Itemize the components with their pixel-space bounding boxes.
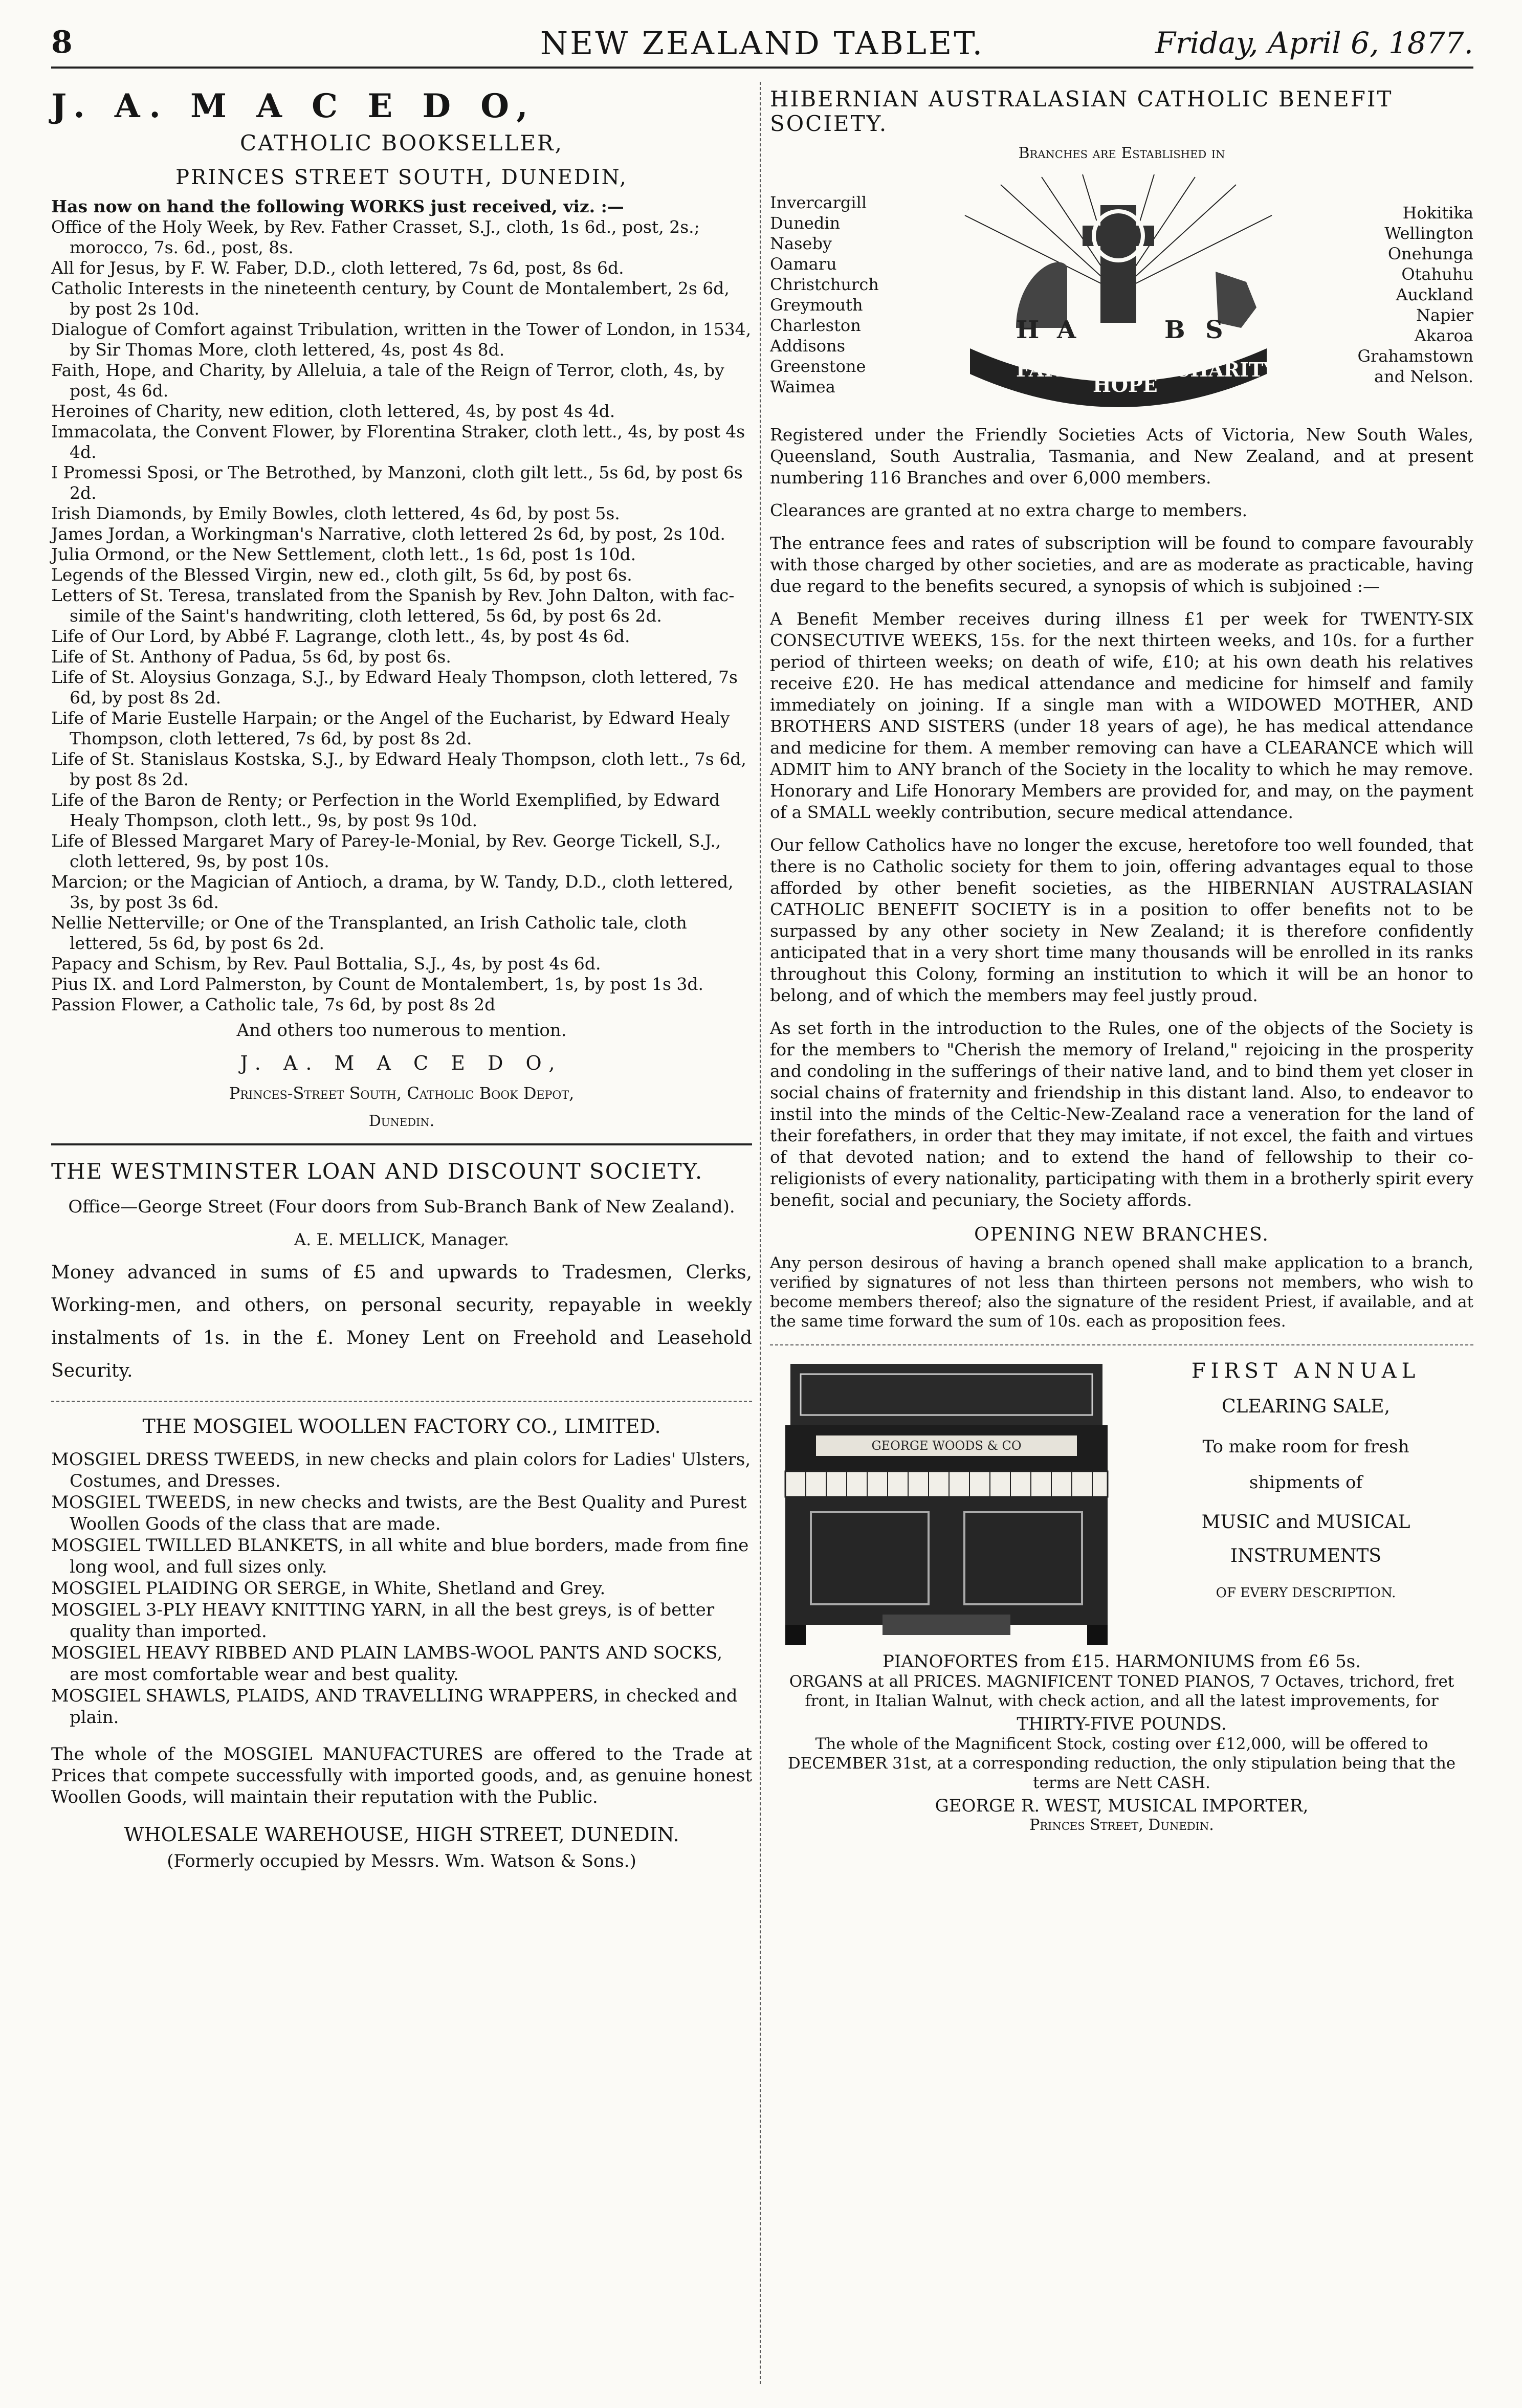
hibernian-paragraph: A Benefit Member receives during illness £1 per week for TWENTY-SIX CONSECUTIVE WEEKS, 15s. for the next thirteen weeks, and 10s. for a further period of thirteen weeks; on death of wife, £10; at his own death his relatives receive £20. He has medical attendance and medicine for himself and family immediately on joining. If a single man with a WIDOWED MOTHER, AND BROTHERS AND SISTERS (under 18 years of age), he has medical attendance and medicine for them. A member removing can have a CLEARANCE which will ADMIT him to ANY branch of the Society in the locality to which he may remove. Honorary and Life Honorary Members are provided for, and may, on the payment of a SMALL weekly contribution, secure medical attendance. xyxy=(770,609,1473,822)
divider xyxy=(51,1143,752,1145)
town: Dunedin xyxy=(770,213,841,233)
music-advert xyxy=(770,1359,1473,1834)
town: Auckland xyxy=(1396,285,1473,304)
towns-left xyxy=(770,192,879,397)
mosgiel-item: MOSGIEL HEAVY RIBBED AND PLAIN LAMBS-WOOL PANTS AND SOCKS, are most comfortable wear and best quality. xyxy=(51,1643,723,1685)
book-item: Letters of St. Teresa, translated from the Spanish by Rev. John Dalton, with fac-simile of the Saint's handwriting, cloth lettered, 5s 6d, by post 6s 2d. xyxy=(51,585,735,626)
book-item: All for Jesus, by F. W. Faber, D.D., cloth lettered, 7s 6d, post, 8s 6d. xyxy=(51,258,624,278)
society-emblem xyxy=(939,174,1297,415)
hibernian-paragraph: Our fellow Catholics have no longer the excuse, heretofore too well founded, that there is no Catholic society for them to join, offering advantages equal to those afforded by other benefit societies, as the HIBERNIAN AUSTRALASIAN CATHOLIC BENEFIT SOCIETY is in a position to offer benefits not to be surpassed by any other society in New Zealand; it is therefore confidently anticipated that in a very short time many thousands will be enrolled in its ranks throughout this Colony, forming an institution to which it will be an honor to belong, and of which the members may feel justly proud. xyxy=(770,835,1473,1005)
town: Onehunga xyxy=(1387,244,1473,263)
hibernian-advert xyxy=(770,87,1473,1331)
town: Waimea xyxy=(770,377,835,396)
sale-line: shipments of xyxy=(1249,1472,1363,1493)
macedo-intro: Has now on hand the following WORKS just received, viz. :— xyxy=(51,196,624,216)
town: Greymouth xyxy=(770,295,863,315)
book-item: Life of St. Anthony of Padua, 5s 6d, by post 6s. xyxy=(51,647,451,667)
hibernian-paragraph: Clearances are granted at no extra charge to members. xyxy=(770,500,1248,520)
macedo-signature: J. A. M A C E D O, xyxy=(240,1052,563,1074)
book-item: Life of Marie Eustelle Harpain; or the Angel of the Eucharist, by Edward Healy Thompson, cloth lettered, 7s 6d, by post 8s 2d. xyxy=(51,708,730,748)
cross-shaft xyxy=(1100,205,1136,323)
music-prices: PIANOFORTES from £15. HARMONIUMS from £6 5s. xyxy=(883,1651,1361,1672)
mosgiel-advert xyxy=(51,1415,752,1871)
macedo-outro: And others too numerous to mention. xyxy=(236,1020,567,1041)
macedo-name: J. A. M A C E D O, xyxy=(51,87,537,125)
westminster-office: Office—George Street (Four doors from Sub-Branch Bank of New Zealand). xyxy=(68,1197,735,1217)
book-item: I Promessi Sposi, or The Betrothed, by Manzoni, cloth gilt lett., 5s 6d, by post 6s 2d. xyxy=(51,462,743,503)
emblem-letter: A xyxy=(1056,316,1076,344)
music-price-line: THIRTY-FIVE POUNDS. xyxy=(1017,1714,1227,1734)
macedo-depot: Princes-Street South, Catholic Book Depot, xyxy=(229,1084,575,1103)
town: Akaroa xyxy=(1414,326,1473,345)
sale-title: FIRST ANNUAL xyxy=(1191,1359,1421,1383)
emblem-word: FAITH xyxy=(1016,358,1086,381)
mosgiel-formerly: (Formerly occupied by Messrs. Wm. Watson & Sons.) xyxy=(167,1851,636,1871)
town: Charleston xyxy=(770,316,861,335)
issue-date: Friday, April 6, 1877. xyxy=(1155,26,1473,60)
book-item: Heroines of Charity, new edition, cloth lettered, 4s, by post 4s 4d. xyxy=(51,401,615,421)
book-item: Catholic Interests in the nineteenth century, by Count de Montalembert, 2s 6d, by post 2s 10d. xyxy=(51,278,730,319)
book-item: Life of St. Stanislaus Kostska, S.J., by Edward Healy Thompson, cloth lett., 7s 6d, by post 8s 2d. xyxy=(51,749,746,789)
book-item: Immacolata, the Convent Flower, by Florentina Straker, cloth lett., 4s, by post 4s 4d. xyxy=(51,422,745,462)
book-item: Legends of the Blessed Virgin, new ed., cloth gilt, 5s 6d, by post 6s. xyxy=(51,565,632,585)
book-item: Life of St. Aloysius Gonzaga, S.J., by Edward Healy Thompson, cloth lettered, 7s 6d, by post 8s 2d. xyxy=(51,667,738,708)
mosgiel-item: MOSGIEL PLAIDING OR SERGE, in White, Shetland and Grey. xyxy=(51,1578,606,1599)
town: Naseby xyxy=(770,234,832,253)
emblem-word: CHARITY xyxy=(1174,358,1277,381)
mosgiel-item: MOSGIEL DRESS TWEEDS, in new checks and plain colors for Ladies' Ulsters, Costumes, and Dresses. xyxy=(51,1449,751,1491)
town: Wellington xyxy=(1384,224,1473,243)
mosgiel-item: MOSGIEL 3-PLY HEAVY KNITTING YARN, in all the best greys, is of better quality than imported. xyxy=(51,1600,715,1642)
emblem-letter: B xyxy=(1164,316,1185,344)
towns-right xyxy=(1357,203,1473,387)
town: Greenstone xyxy=(770,357,866,376)
town: and Nelson. xyxy=(1374,367,1473,386)
book-item: Marcion; or the Magician of Antioch, a drama, by W. Tandy, D.D., cloth lettered, 3s, by post 3s 6d. xyxy=(51,872,734,912)
mosgiel-closing: The whole of the MOSGIEL MANUFACTURES are offered to the Trade at Prices that compete successfully with imported goods, and, as genuine honest Woollen Goods, will maintain their reputation with the Public. xyxy=(51,1744,752,1807)
westminster-title: THE WESTMINSTER LOAN AND DISCOUNT SOCIETY. xyxy=(51,1159,703,1184)
page-number: 8 xyxy=(51,25,73,60)
music-address: Princes Street, Dunedin. xyxy=(1029,1816,1214,1834)
divider xyxy=(770,1344,1473,1345)
macedo-address: PRINCES STREET SOUTH, DUNEDIN, xyxy=(175,166,628,189)
book-item: Office of the Holy Week, by Rev. Father Crasset, S.J., cloth, 1s 6d., post, 2s.; morocco, 7s. 6d., post, 8s. xyxy=(51,217,700,257)
book-item: Pius IX. and Lord Palmerston, by Count de Montalembert, 1s, by post 1s 3d. xyxy=(51,974,704,994)
opening-title: OPENING NEW BRANCHES. xyxy=(974,1224,1269,1245)
organ-keyboard xyxy=(785,1471,1108,1497)
right-column xyxy=(770,87,1473,1846)
opening-body: Any person desirous of having a branch opened shall make application to a branch, verified by signatures of not less than thirteen persons not members, who wish to become members thereof; also the signature of the resident Priest, if available, and at the same time forward the sum of 10s. each as proposition fees. xyxy=(770,1254,1473,1331)
organ-label: GEORGE WOODS & CO xyxy=(871,1439,1022,1453)
emblem-word: HOPE xyxy=(1092,373,1158,396)
music-stock: The whole of the Magnificent Stock, costing over £12,000, will be offered to DECEMBER 31st, at a corresponding reduction, the only stipulation being that the terms are Nett CASH. xyxy=(787,1735,1456,1792)
sale-subtitle: CLEARING SALE, xyxy=(1221,1396,1391,1417)
mosgiel-item: MOSGIEL TWILLED BLANKETS, in all white and blue borders, made from fine long wool, and full sizes only. xyxy=(51,1535,749,1577)
town: Invercargill xyxy=(770,193,867,212)
newspaper-title: NEW ZEALAND TABLET. xyxy=(540,25,985,62)
mosgiel-item: MOSGIEL TWEEDS, in new checks and twists, are the Best Quality and Purest Woollen Goods of the class that are made. xyxy=(51,1492,747,1534)
hibernian-paragraph: As set forth in the introduction to the Rules, one of the objects of the Society is for the members to "Cherish the memory of Ireland," rejoicing in the prosperity and condoling in the sufferings of their native land, and to bind them yet closer in social chains of fraternity and friendship in this distant land. Also, to endeavor to instil into the minds of the Celtic-New-Zealand race a veneration for the land of their forefathers, in order that they may imitate, if not excel, the faith and virtues of that devoted nation; and to extend the hand of fellowship to their co-religionists of every nationality, participating with them in a brotherly spirit every benefit, social and pecuniary, the Society affords. xyxy=(770,1018,1473,1210)
book-item: Faith, Hope, and Charity, by Alleluia, a tale of the Reign of Terror, cloth, 4s, by post, 4s 6d. xyxy=(51,360,724,401)
macedo-role: CATHOLIC BOOKSELLER, xyxy=(240,130,563,156)
book-item: James Jordan, a Workingman's Narrative, cloth lettered 2s 6d, by post, 2s 10d. xyxy=(51,524,725,544)
mosgiel-title: THE MOSGIEL WOOLLEN FACTORY CO., LIMITED. xyxy=(142,1415,661,1438)
organ-illustration xyxy=(770,1359,1123,1645)
music-organs: ORGANS at all PRICES. MAGNIFICENT TONED PIANOS, 7 Octaves, trichord, fret front, in Italian Walnut, with check action, and all the latest improvements, for xyxy=(789,1672,1454,1710)
emblem-letter: H xyxy=(1016,316,1040,344)
book-item: Life of Blessed Margaret Mary of Parey-le-Monial, by Rev. George Tickell, S.J., cloth lettered, 9s, by post 10s. xyxy=(51,831,721,871)
book-item: Papacy and Schism, by Rev. Paul Bottalia, S.J., 4s, by post 4s 6d. xyxy=(51,954,601,974)
town: Otahuhu xyxy=(1401,264,1473,284)
masthead xyxy=(51,20,1473,69)
organ-pedals xyxy=(883,1615,1010,1635)
book-item: Dialogue of Comfort against Tribulation, written in the Tower of London, in 1534, by Sir Thomas More, cloth lettered, 4s, post 4s 8d. xyxy=(51,319,752,360)
book-item: Julia Ormond, or the New Settlement, cloth lett., 1s 6d, post 1s 10d. xyxy=(51,544,636,564)
emblem-letter: S xyxy=(1205,316,1223,344)
town: Hokitika xyxy=(1402,203,1473,223)
book-list xyxy=(51,217,752,1015)
hibernian-paragraph: The entrance fees and rates of subscription will be found to compare favourably with those charged by other societies, and are as moderate as practicable, having due regard to the benefits secured, a synopsis of which is subjoined :— xyxy=(770,533,1473,596)
sale-line: MUSIC and MUSICAL xyxy=(1201,1512,1410,1533)
book-item: Nellie Netterville; or One of the Transplanted, an Irish Catholic tale, cloth lettered, 5s 6d, by post 6s 2d. xyxy=(51,913,687,953)
book-item: Irish Diamonds, by Emily Bowles, cloth lettered, 4s 6d, by post 5s. xyxy=(51,503,620,523)
sale-line: To make room for fresh xyxy=(1202,1437,1409,1457)
westminster-advert xyxy=(51,1159,752,1387)
music-importer: GEORGE R. WEST, MUSICAL IMPORTER, xyxy=(935,1796,1309,1816)
branches-label: Branches are Established in xyxy=(1018,144,1225,162)
town: Oamaru xyxy=(770,254,837,274)
divider xyxy=(51,1401,752,1402)
mosgiel-item: MOSGIEL SHAWLS, PLAIDS, AND TRAVELLING WRAPPERS, in checked and plain. xyxy=(51,1686,738,1728)
book-item: Life of the Baron de Renty; or Perfection in the World Exemplified, by Edward Healy Thompson, cloth lett., 9s, by post 9s 10d. xyxy=(51,790,720,830)
westminster-body: Money advanced in sums of £5 and upwards to Tradesmen, Clerks, Working-men, and others, on personal security, repayable in weekly instalments of 1s. in the £. Money Lent on Freehold and Leasehold Security. xyxy=(51,1262,752,1381)
town: Napier xyxy=(1416,305,1473,325)
branches-emblem-row xyxy=(770,174,1473,415)
town: Christchurch xyxy=(770,275,879,294)
macedo-advert xyxy=(51,87,752,1130)
westminster-manager: A. E. MELLICK, Manager. xyxy=(294,1230,510,1249)
town: Grahamstown xyxy=(1357,346,1473,366)
hibernian-title: HIBERNIAN AUSTRALASIAN CATHOLIC BENEFIT SOCIETY. xyxy=(770,86,1393,136)
book-item: Passion Flower, a Catholic tale, 7s 6d, by post 8s 2d xyxy=(51,995,496,1014)
sale-line: OF EVERY DESCRIPTION. xyxy=(1216,1585,1396,1601)
mosgiel-warehouse: WHOLESALE WAREHOUSE, HIGH STREET, DUNEDIN. xyxy=(124,1823,679,1846)
sale-line: INSTRUMENTS xyxy=(1230,1545,1382,1566)
macedo-city: Dunedin. xyxy=(368,1112,435,1130)
hibernian-paragraph: Registered under the Friendly Societies Acts of Victoria, New South Wales, Queensland, South Australia, Tasmania, and New Zealand, and at present numbering 116 Branches and over 6,000 members. xyxy=(770,425,1473,488)
left-column xyxy=(51,87,752,1884)
town: Addisons xyxy=(770,336,846,356)
column-divider xyxy=(760,82,761,2384)
book-item: Life of Our Lord, by Abbé F. Lagrange, cloth lett., 4s, by post 4s 6d. xyxy=(51,626,630,646)
